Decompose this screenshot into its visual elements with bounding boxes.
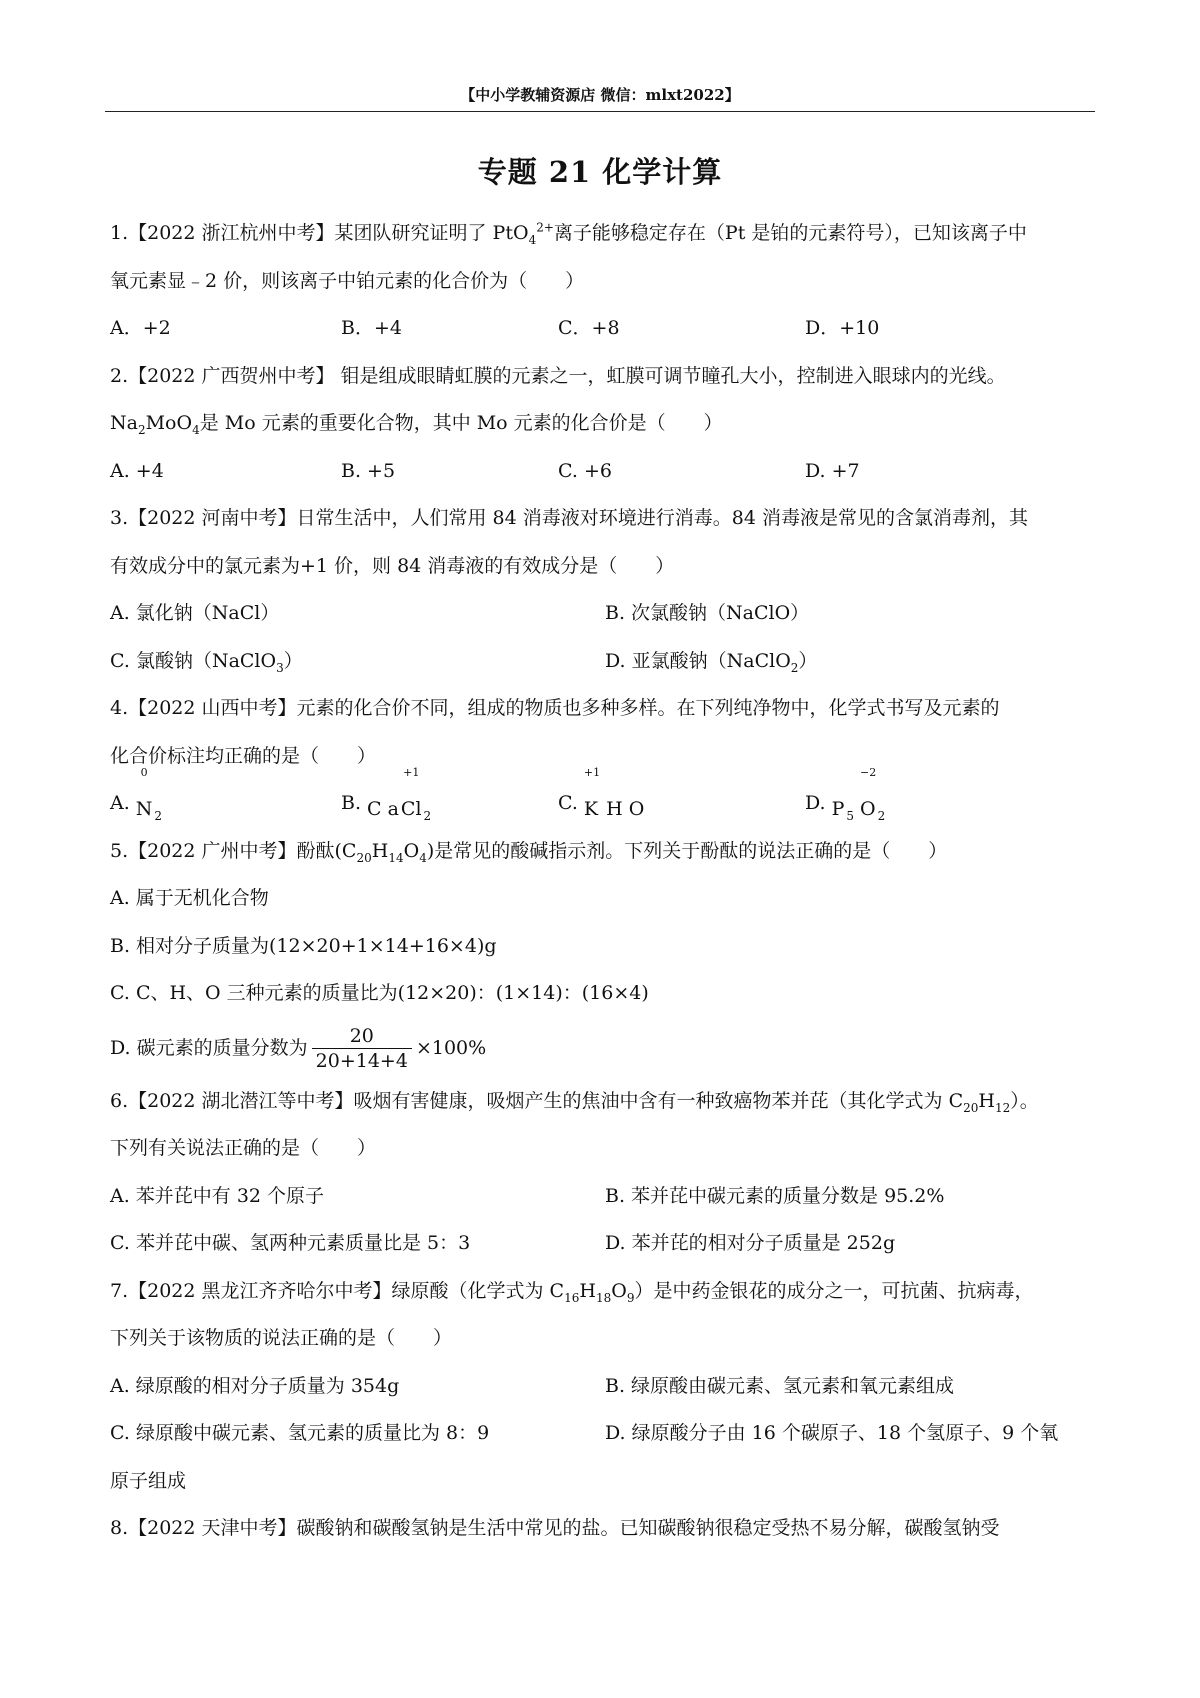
question-7-options-row-2 bbox=[110, 1410, 1105, 1458]
option-d: D. +7 bbox=[805, 459, 860, 482]
question-1 bbox=[110, 210, 1105, 353]
option-b: B. 苯并芘中碳元素的质量分数是 95.2% bbox=[605, 1184, 945, 1207]
option-c: C. 绿原酸中碳元素、氢元素的质量比为 8：9 bbox=[110, 1422, 490, 1444]
question-1-stem-line-1: 1.【2022 浙江杭州中考】某团队研究证明了 PtO$_4^{2+}$离子能够稳定存在（Pt 是铂的元素符号），已知该离子中 bbox=[110, 220, 1027, 247]
question-6 bbox=[110, 1078, 1105, 1268]
question-6-options-row-2 bbox=[110, 1220, 1105, 1268]
formula-cacl2: C a +1 Cl $_2$ bbox=[367, 766, 432, 823]
question-1-options bbox=[110, 305, 1105, 353]
option-c: C. +6 bbox=[558, 459, 612, 482]
option-d: D. 碳元素的质量分数为 $\frac{20}{20+14+4}$ ×100% bbox=[110, 1025, 487, 1072]
option-a: A. 氯化钠（NaCl） bbox=[110, 602, 280, 624]
option-d: D. 绿原酸分子由 16 个碳原子、18 个氢原子、9 个氧 bbox=[605, 1422, 1059, 1444]
option-a: A. 绿原酸的相对分子质量为 354g bbox=[110, 1374, 400, 1397]
option-a: A. 0 N $_2$ bbox=[110, 780, 341, 828]
option-b: B. C a +1 Cl $_2$ bbox=[341, 780, 558, 828]
question-8-stem-line-1: 8.【2022 天津中考】碳酸钠和碳酸氢钠是生活中常见的盐。已知碳酸钠很稳定受热不易分解，碳酸氢钠受 bbox=[110, 1517, 1000, 1539]
question-5-stem: 5.【2022 广州中考】酚酞$(C_{20}H_{14}O_4)$是常见的酸碱指示剂。下列关于酚酞的说法正确的是（ ） bbox=[110, 839, 948, 865]
fraction-denominator: 20+14+4 bbox=[312, 1048, 412, 1073]
formula-kho: +1 K H O bbox=[583, 766, 645, 820]
question-7-options-row-1 bbox=[110, 1363, 1105, 1411]
fraction bbox=[312, 1024, 412, 1073]
option-d: D. 苯并芘的相对分子质量是 252g bbox=[605, 1232, 896, 1254]
question-3-stem-line-1: 3.【2022 河南中考】日常生活中，人们常用 84 消毒液对环境进行消毒。84 消毒液是常见的含氯消毒剂，其 bbox=[110, 507, 1028, 529]
option-a: A. +4 bbox=[110, 459, 164, 482]
question-3-stem-line-2: 有效成分中的氯元素为+1 价，则 84 消毒液的有效成分是（ ） bbox=[110, 554, 675, 577]
question-1-stem-line-2: 氧元素显﹣2 价，则该离子中铂元素的化合价为（ ） bbox=[110, 269, 585, 292]
option-c: C. 苯并芘中碳、氢两种元素质量比是 5：3 bbox=[110, 1232, 471, 1254]
formula-p5o2: P $_5$ −2 O $_2$ bbox=[831, 766, 886, 823]
option-d: D. 亚氯酸钠（NaClO$_2$） bbox=[605, 649, 818, 675]
question-2-stem-line-2: $Na_2MoO_4$是 Mo 元素的重要化合物，其中 Mo 元素的化合价是（ ） bbox=[110, 412, 723, 437]
header-divider bbox=[105, 111, 1095, 112]
question-3-options-row-2 bbox=[110, 638, 1105, 686]
option-a: A. 苯并芘中有 32 个原子 bbox=[110, 1184, 325, 1207]
option-a: A. 属于无机化合物 bbox=[110, 887, 269, 909]
option-c: C. +1 K H O bbox=[558, 780, 805, 828]
question-6-stem-line-2: 下列有关说法正确的是（ ） bbox=[110, 1137, 377, 1159]
question-6-stem-line-1: 6.【2022 湖北潜江等中考】吸烟有害健康，吸烟产生的焦油中含有一种致癌物苯并芘（其化学式为 $C_{20}H_{12}$）。 bbox=[110, 1089, 1039, 1115]
question-4-stem-line-2: 化合价标注均正确的是（ ） bbox=[110, 744, 377, 767]
question-2-options bbox=[110, 448, 1105, 496]
formula-n2: 0 N $_2$ bbox=[135, 766, 163, 823]
question-7 bbox=[110, 1268, 1105, 1506]
question-3 bbox=[110, 495, 1105, 685]
question-2-stem-line-1: 2.【2022 广西贺州中考】 钼是组成眼睛虹膜的元素之一，虹膜可调节瞳孔大小，控制进入眼球内的光线。 bbox=[110, 364, 1006, 387]
option-c: C．+8 bbox=[558, 317, 620, 339]
option-c: C. 氯酸钠（NaClO$_3$） bbox=[110, 649, 303, 675]
option-a: A．+2 bbox=[110, 317, 171, 339]
question-5 bbox=[110, 828, 1105, 1078]
page-header: 【中小学教辅资源店 微信：mlxt2022】 bbox=[460, 86, 740, 104]
page-title: 专题 21 化学计算 bbox=[477, 155, 723, 189]
question-7-stem-line-2: 下列关于该物质的说法正确的是（ ） bbox=[110, 1327, 453, 1349]
option-d: D. P $_5$ −2 O $_2$ bbox=[805, 780, 1055, 828]
option-b: B. 次氯酸钠（NaClO） bbox=[605, 602, 810, 624]
question-2 bbox=[110, 353, 1105, 496]
question-6-options-row-1 bbox=[110, 1173, 1105, 1221]
option-b: B. 绿原酸由碳元素、氢元素和氧元素组成 bbox=[605, 1374, 955, 1397]
question-8 bbox=[110, 1505, 1105, 1553]
question-7-stem-line-1: 7.【2022 黑龙江齐齐哈尔中考】绿原酸（化学式为 $C_{16}H_{18}O_9$）是中药金银花的成分之一，可抗菌、抗病毒， bbox=[110, 1279, 1034, 1305]
option-d: D．+10 bbox=[805, 317, 880, 339]
option-b: B. +5 bbox=[341, 459, 396, 482]
question-4 bbox=[110, 685, 1105, 828]
question-list bbox=[110, 210, 1105, 1553]
fraction-numerator: 20 bbox=[349, 1025, 374, 1047]
question-3-options-row-1 bbox=[110, 590, 1105, 638]
option-b: B．+4 bbox=[341, 317, 402, 339]
option-d-continued: 原子组成 bbox=[110, 1469, 187, 1492]
option-c: C. C、H、O 三种元素的质量比为(12×20)：(1×14)：(16×4) bbox=[110, 982, 649, 1004]
option-b: B. 相对分子质量为(12×20+1×14+16×4)g bbox=[110, 934, 497, 957]
question-4-options bbox=[110, 766, 1105, 828]
question-4-stem-line-1: 4.【2022 山西中考】元素的化合价不同，组成的物质也多种多样。在下列纯净物中，化学式书写及元素的 bbox=[110, 697, 1000, 719]
